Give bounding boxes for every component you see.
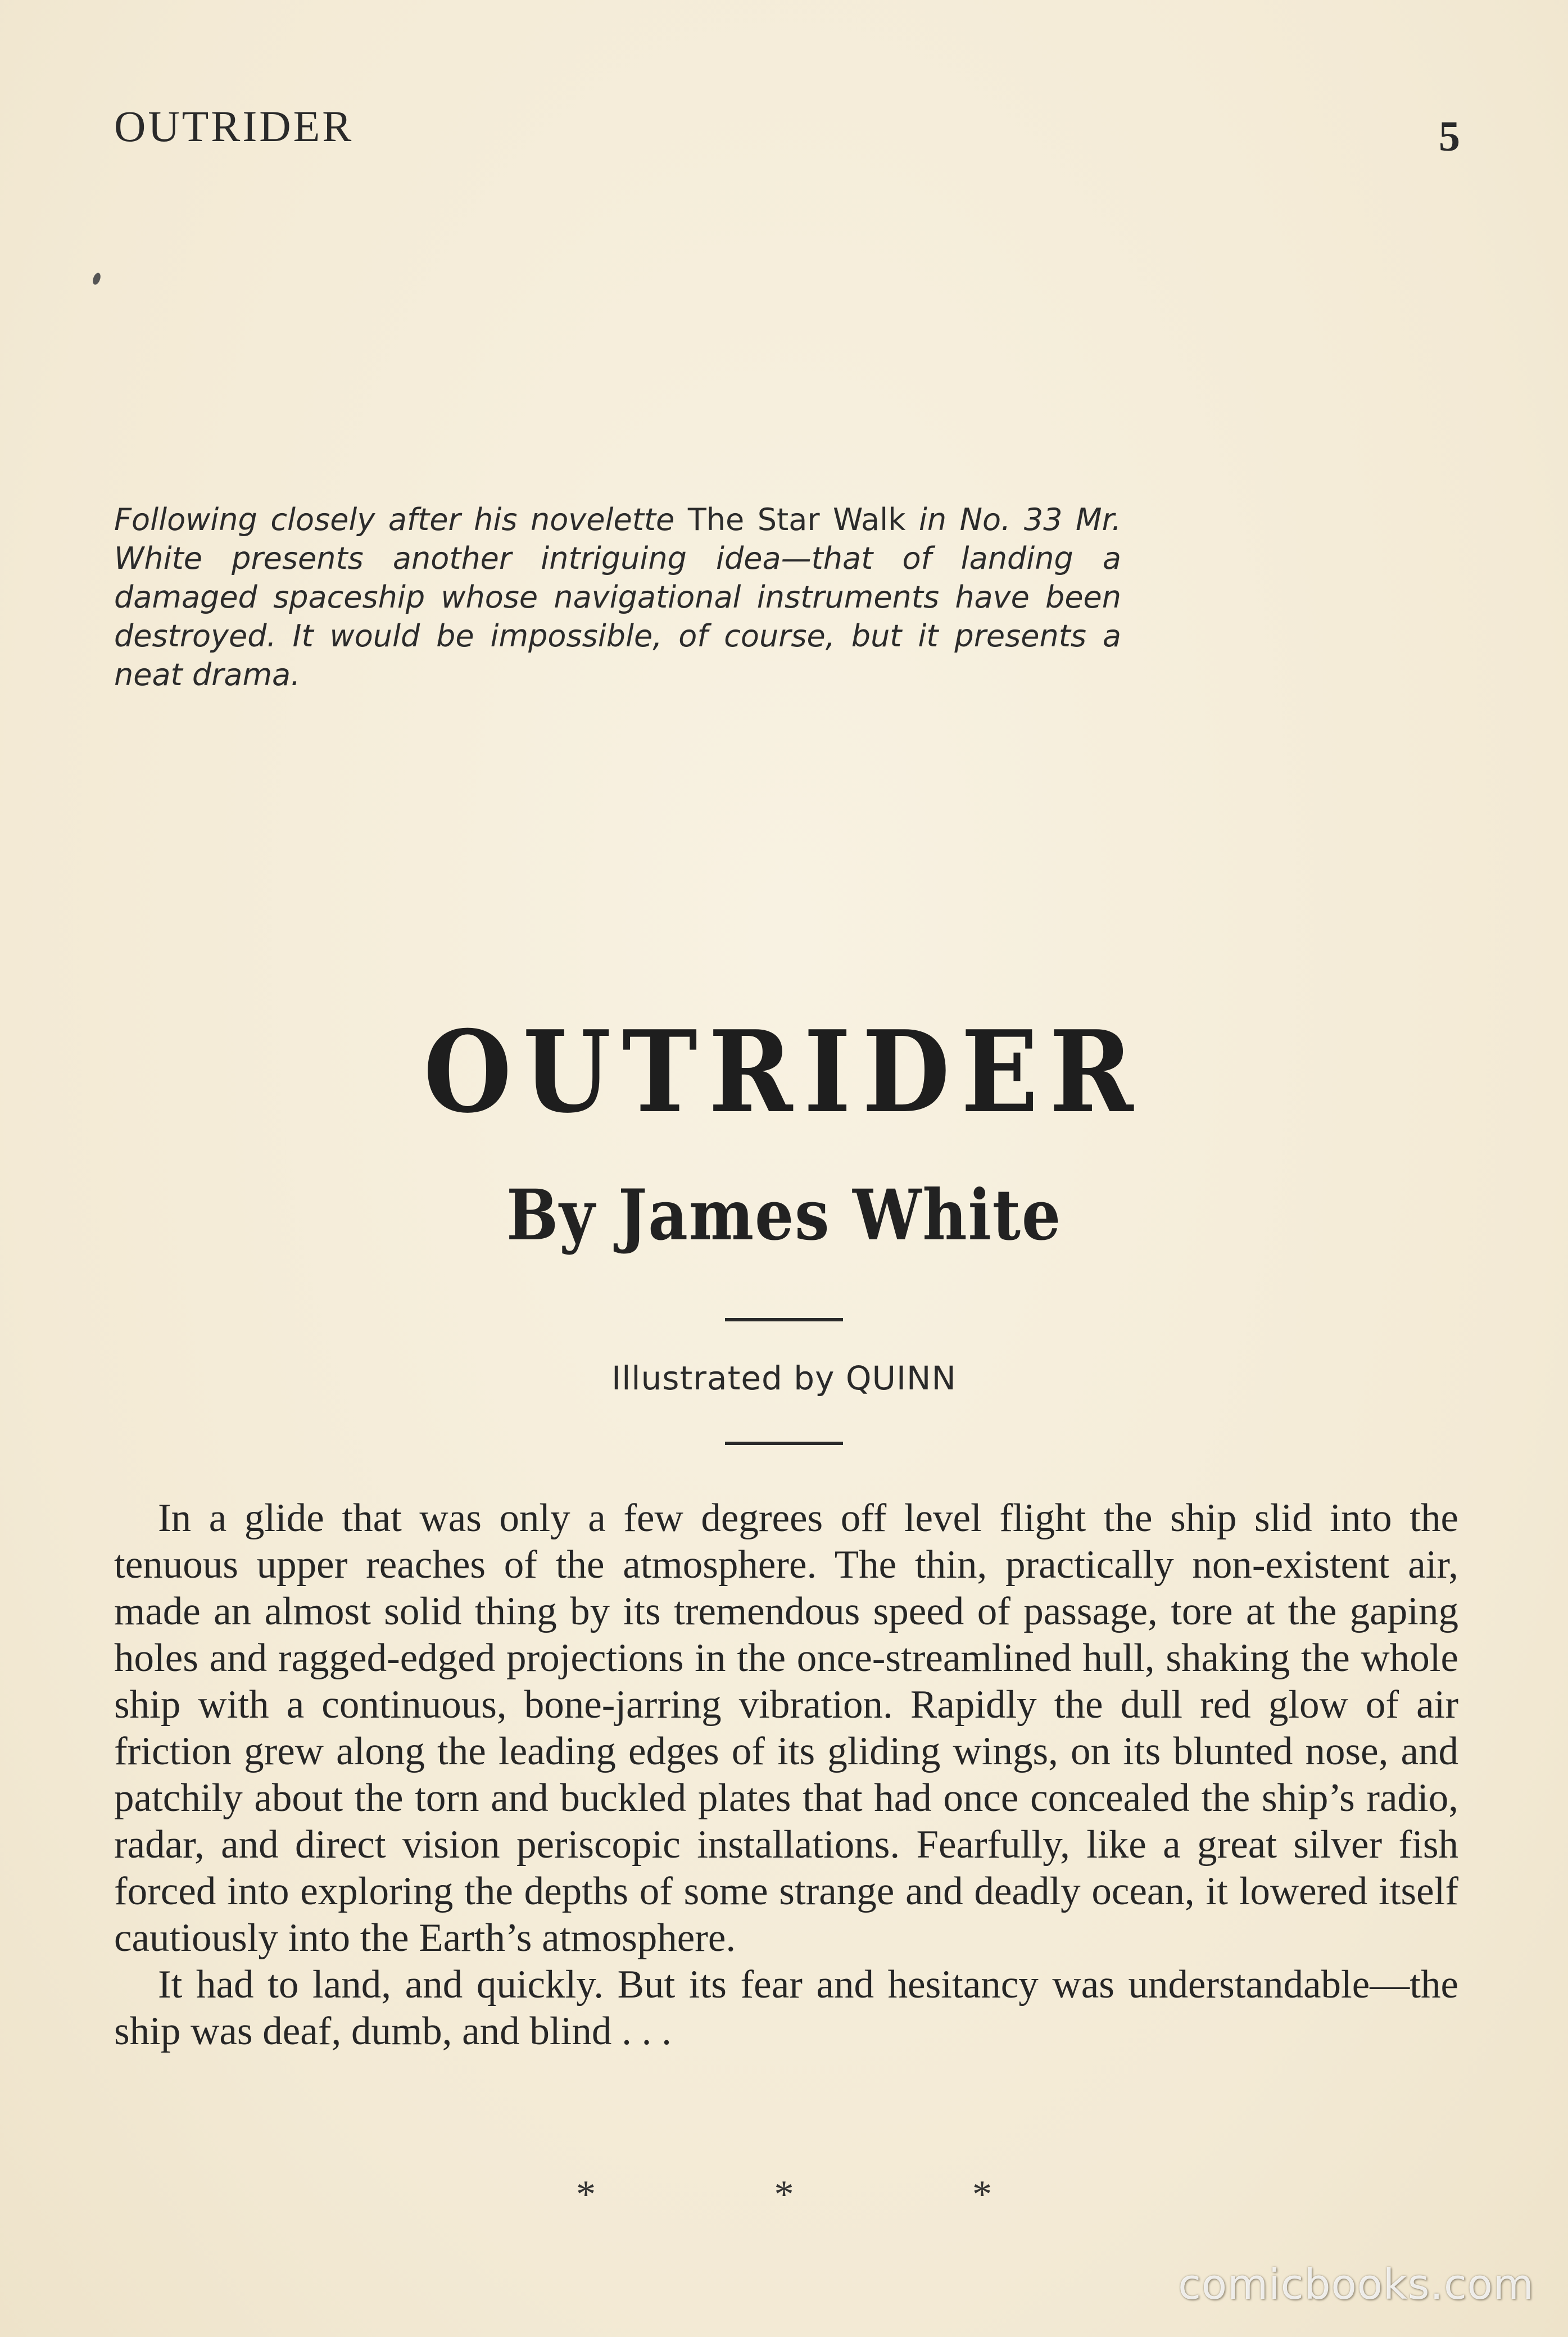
editorial-intro [114, 500, 1121, 694]
story-body [114, 1495, 1458, 2055]
divider-rule-bottom [725, 1442, 843, 1445]
body-paragraph-1: In a glide that was only a few degrees off level flight the ship slid into the tenuous upper reaches of the atmosphere. The thin, practically non-existent air, made an almost solid thing by its tremendous speed of passage, tore at the gaping holes and ragged-edged projections in the once-streamlined hull, shaking the whole ship with a continuous, bone-jarring vibration. Rapidly the dull red glow of air friction grew along the leading edges of its gliding wings, on its blunted nose, and patchily about the torn and buckled plates that had once concealed the ship’s radio, radar, and direct vision periscopic installations. Fearfully, like a great silver fish forced into exploring the depths of some strange and deadly ocean, it lowered itself cautiously into the Earth’s atmosphere. [114, 1496, 1458, 1960]
ink-speck [92, 272, 102, 286]
intro-text-before: Following closely after his novelette [114, 502, 688, 537]
section-break: * * * [576, 2173, 1076, 2216]
author-byline: By James White [506, 1175, 1062, 1256]
running-head: OUTRIDER [114, 102, 354, 151]
body-paragraph-2: It had to land, and quickly. But its fear and hesitancy was understandable—the ship was deaf, dumb, and blind . . . [114, 1963, 1458, 2053]
intro-text-after: in No. 33 Mr. White presents another intriguing idea—that of landing a damaged spaceship whose navigational instruments have been destroyed. It would be impossible, of course, but it presents a neat drama. [114, 502, 1122, 692]
page-number: 5 [1439, 113, 1460, 160]
divider-rule-top [725, 1318, 843, 1321]
watermark-logo: comicbooks.com [1178, 2261, 1534, 2309]
intro-title-reference: The Star Walk [687, 502, 906, 537]
story-title: OUTRIDER [423, 1006, 1145, 1138]
illustrator-credit: Illustrated by QUINN [611, 1359, 957, 1397]
